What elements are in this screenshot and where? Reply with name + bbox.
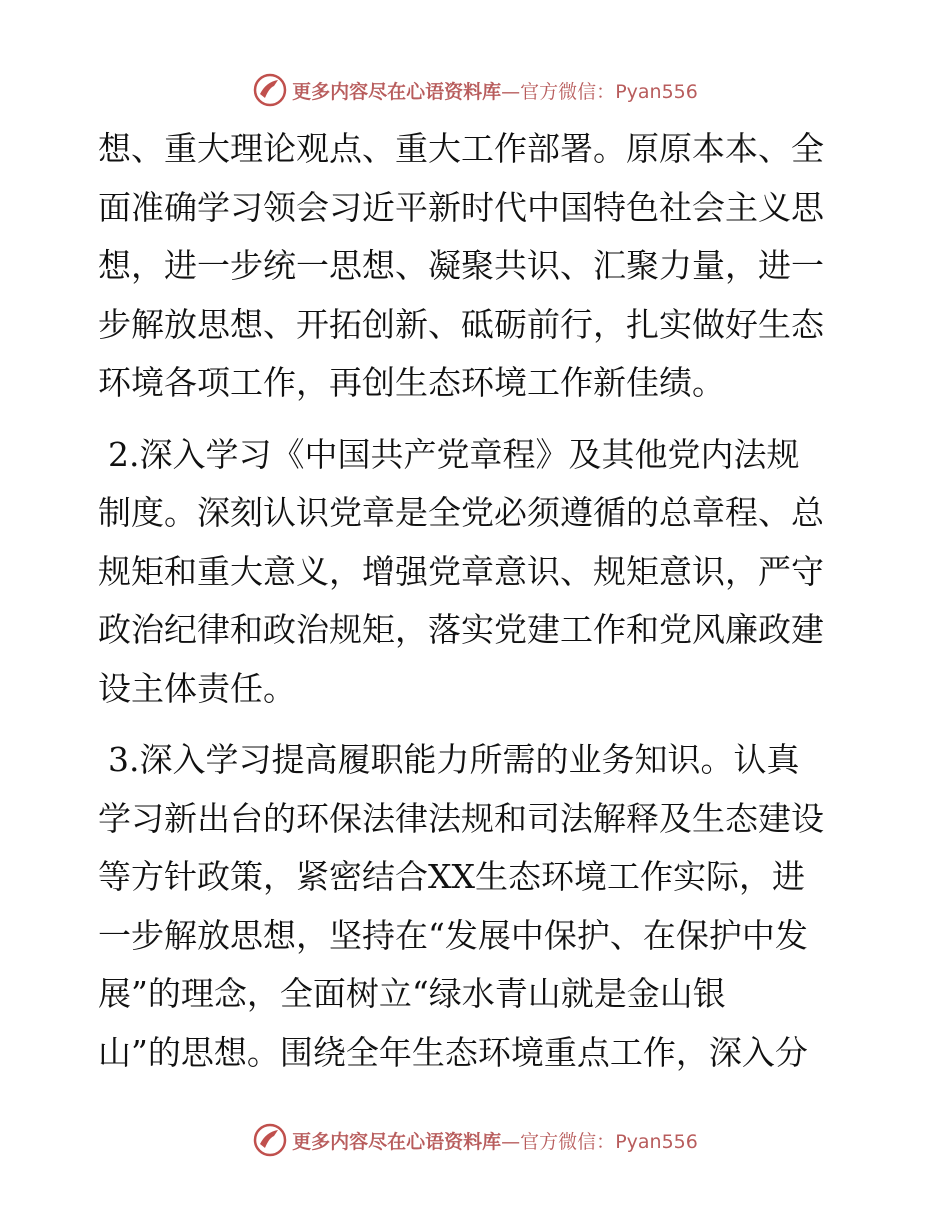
watermark-banner-top <box>0 70 950 110</box>
text-line: 想、重大理论观点、重大工作部署。原原本本、全 <box>98 129 824 168</box>
document-body <box>98 120 858 1082</box>
text-line: 政治纪律和政治规矩，落实党建工作和党风廉政建 <box>98 610 824 649</box>
watermark-banner-bottom <box>0 1120 950 1160</box>
paragraph-gap <box>98 413 858 426</box>
paragraph-gap <box>98 718 858 731</box>
watermark-main: 更多内容尽在心语资料库 <box>292 80 502 103</box>
text-line: 想，进一步统一思想、凝聚共识、汇聚力量，进一 <box>98 246 824 285</box>
paragraph-1 <box>98 120 858 413</box>
watermark-sep: — <box>501 1130 521 1153</box>
watermark-wechat: 官方微信： <box>520 1130 616 1153</box>
text-line: 环境各项工作，再创生态环境工作新佳绩。 <box>98 363 725 402</box>
watermark-main: 更多内容尽在心语资料库 <box>292 1130 502 1153</box>
watermark-sep: — <box>501 80 521 103</box>
text-line: 规矩和重大意义，增强党章意识、规矩意识，严守 <box>98 551 824 591</box>
watermark-id: Pyan556 <box>615 1130 698 1153</box>
text-line: 制度。深刻认识党章是全党必须遵循的总章程、总 <box>98 493 824 532</box>
watermark-text <box>292 77 698 104</box>
text-line: 2.深入学习《中国共产党章程》及其他党内法规 <box>108 434 800 474</box>
text-line: 设主体责任。 <box>98 668 296 708</box>
text-line: 展”的理念，全面树立“绿水青山就是金山银 <box>98 974 726 1013</box>
paragraph-3 <box>98 731 858 1082</box>
watermark-text <box>292 1127 698 1154</box>
text-line: 面准确学习领会习近平新时代中国特色社会主义思 <box>98 187 824 227</box>
text-line: 等方针政策，紧密结合XX生态环境工作实际，进 <box>98 857 805 896</box>
logo-icon <box>252 72 288 108</box>
text-line: 3.深入学习提高履职能力所需的业务知识。认真 <box>108 740 800 779</box>
text-line: 步解放思想、开拓创新、砥砺前行，扎实做好生态 <box>98 304 824 344</box>
text-line: 一步解放思想，坚持在“发展中保护、在保护中发 <box>98 915 808 955</box>
watermark-id: Pyan556 <box>615 80 698 103</box>
watermark-wechat: 官方微信： <box>520 80 616 103</box>
text-line: 学习新出台的环保法律法规和司法解释及生态建设 <box>98 798 824 838</box>
paragraph-2 <box>98 426 858 719</box>
logo-icon <box>252 1122 288 1158</box>
text-line: 山”的思想。围绕全年生态环境重点工作，深入分 <box>98 1032 808 1072</box>
